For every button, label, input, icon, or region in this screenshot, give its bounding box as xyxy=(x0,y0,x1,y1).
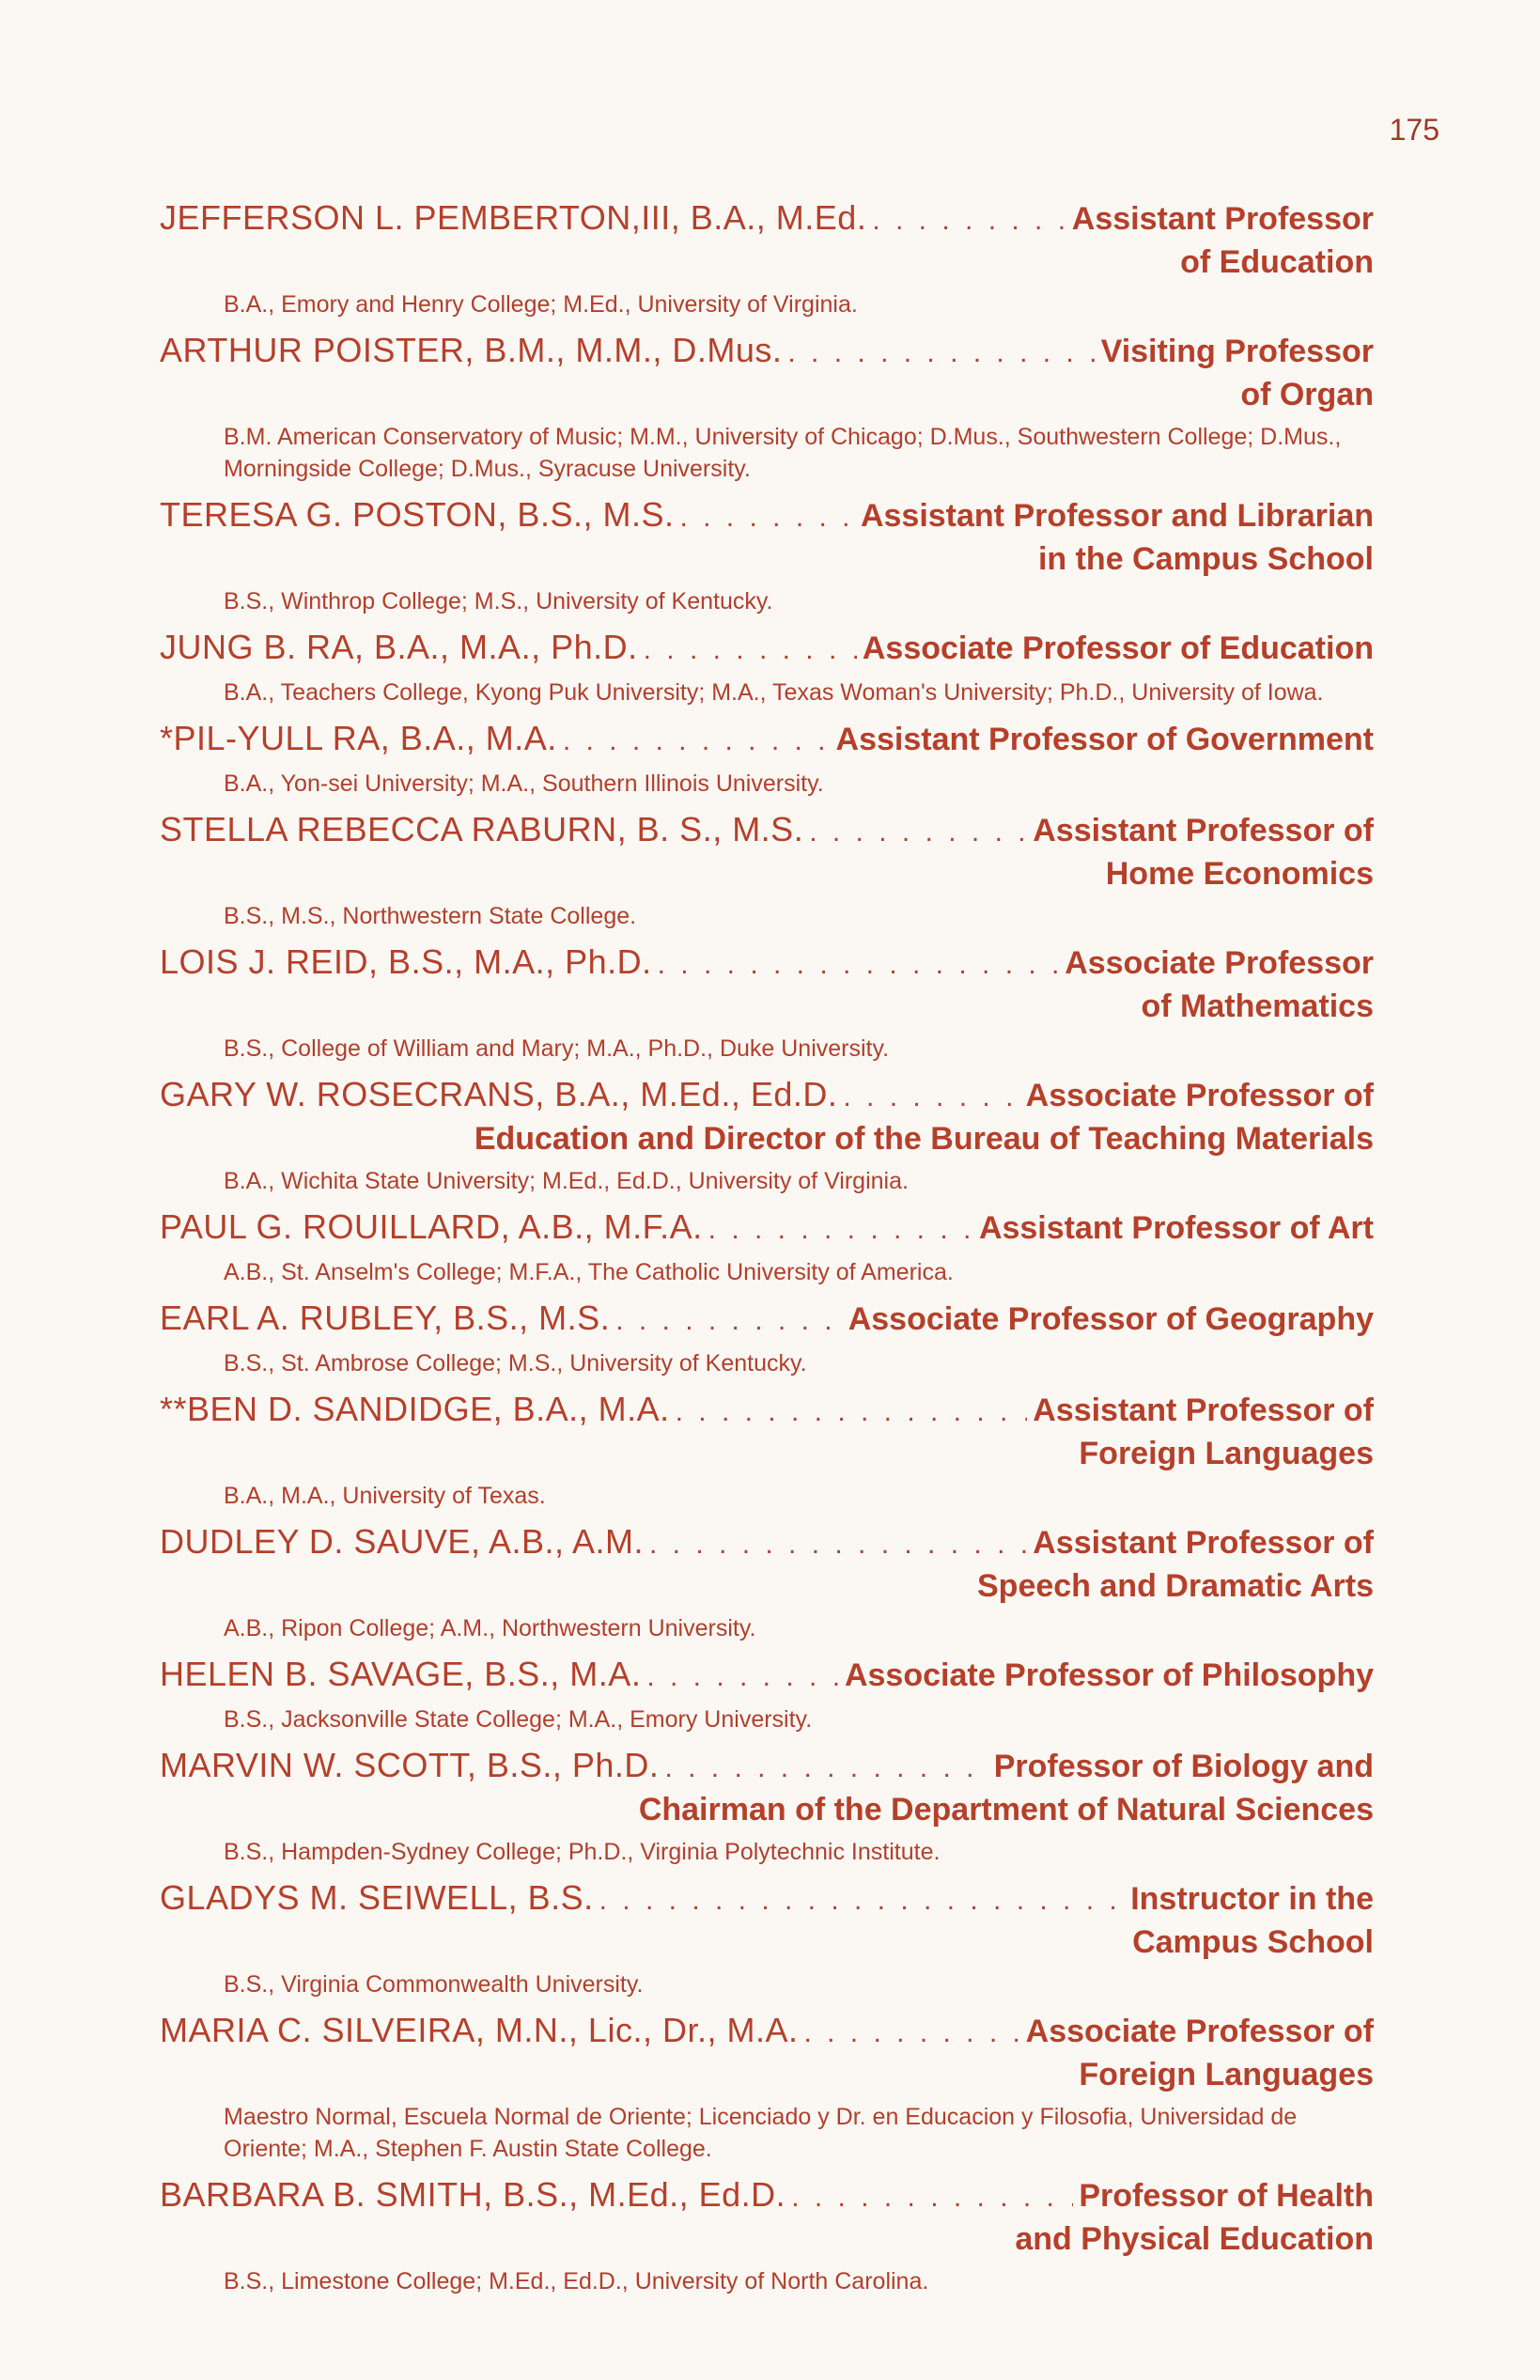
faculty-entry xyxy=(160,1877,1374,2000)
entry-heading xyxy=(160,197,1374,241)
dot-leader xyxy=(843,1077,1019,1118)
faculty-entry xyxy=(160,1654,1374,1735)
dot-leader xyxy=(787,333,1095,374)
faculty-title: Assistant Professor of xyxy=(1033,1525,1374,1561)
faculty-entry xyxy=(160,197,1374,320)
faculty-title: Assistant Professor of Art xyxy=(978,1210,1374,1246)
dot-leader xyxy=(615,1300,843,1342)
faculty-entry xyxy=(160,330,1374,485)
faculty-degrees: B.A., Teachers College, Kyong Puk University; M.A., Texas Woman's University; Ph.D., University of Iowa. xyxy=(224,679,1324,706)
faculty-title: Professor of Biology and xyxy=(993,1749,1374,1784)
faculty-degrees: B.S., Winthrop College; M.S., University of Kentucky. xyxy=(224,588,773,614)
entry-heading xyxy=(160,809,1374,853)
dot-leader xyxy=(658,944,1060,986)
faculty-title: Associate Professor of Education xyxy=(862,630,1374,666)
faculty-title-continued: Foreign Languages xyxy=(1079,1436,1374,1471)
faculty-title-continued: of Organ xyxy=(1240,377,1374,412)
entry-heading xyxy=(160,1877,1374,1921)
faculty-entry xyxy=(160,1298,1374,1379)
faculty-degrees: B.S., Virginia Commonwealth University. xyxy=(224,1971,644,1998)
faculty-name: GARY W. ROSECRANS, B.A., M.Ed., Ed.D. xyxy=(160,1075,838,1113)
faculty-name: **BEN D. SANDIDGE, B.A., M.A. xyxy=(160,1390,670,1428)
faculty-name: GLADYS M. SEIWELL, B.S. xyxy=(160,1878,594,1917)
faculty-degrees: A.B., St. Anselm's College; M.F.A., The Catholic University of America. xyxy=(224,1259,954,1285)
faculty-degrees: B.S., St. Ambrose College; M.S., University of Kentucky. xyxy=(224,1350,807,1377)
entry-heading xyxy=(160,1654,1374,1698)
faculty-name: PAUL G. ROUILLARD, A.B., M.F.A. xyxy=(160,1207,703,1246)
faculty-degrees: B.A., Wichita State University; M.Ed., Ed.D., University of Virginia. xyxy=(224,1168,909,1194)
entry-heading xyxy=(160,718,1374,762)
faculty-title: Assistant Professor and Librarian xyxy=(860,498,1374,534)
faculty-title: Instructor in the xyxy=(1130,1881,1374,1917)
faculty-title-continued: Home Economics xyxy=(1105,856,1374,892)
faculty-degrees: B.A., Emory and Henry College; M.Ed., University of Virginia. xyxy=(224,291,858,318)
faculty-title: Associate Professor of xyxy=(1025,1078,1374,1113)
faculty-degrees: B.M. American Conservatory of Music; M.M., University of Chicago; D.Mus., Southwestern College; D.Mus., Morningside College; D.Mus., Syracuse University. xyxy=(224,424,1342,482)
faculty-entry xyxy=(160,2010,1374,2165)
faculty-title: Assistant Professor xyxy=(1071,201,1374,237)
faculty-name: JUNG B. RA, B.A., M.A., Ph.D. xyxy=(160,628,638,666)
faculty-title-continued: of Mathematics xyxy=(1141,988,1374,1024)
entry-heading xyxy=(160,1206,1374,1251)
faculty-title: Associate Professor of xyxy=(1025,2014,1374,2049)
faculty-title-continued: Campus School xyxy=(1132,1924,1374,1960)
faculty-title: Professor of Health xyxy=(1079,2178,1374,2214)
entry-heading xyxy=(160,330,1374,374)
faculty-title: Visiting Professor xyxy=(1100,334,1374,369)
dot-leader xyxy=(649,1524,1027,1565)
faculty-name: STELLA REBECCA RABURN, B. S., M.S. xyxy=(160,810,804,848)
faculty-entry xyxy=(160,1745,1374,1868)
dot-leader xyxy=(646,1657,839,1698)
dot-leader xyxy=(803,2013,1019,2054)
faculty-title: Associate Professor xyxy=(1065,945,1374,981)
faculty-entry xyxy=(160,1206,1374,1288)
faculty-name: *PIL-YULL RA, B.A., M.A. xyxy=(160,719,557,757)
dot-leader xyxy=(872,200,1066,241)
faculty-title-continued: in the Campus School xyxy=(1037,541,1374,577)
faculty-entry xyxy=(160,1521,1374,1644)
faculty-name: HELEN B. SAVAGE, B.S., M.A. xyxy=(160,1655,642,1693)
faculty-degrees: B.S., Hampden-Sydney College; Ph.D., Virginia Polytechnic Institute. xyxy=(224,1839,941,1865)
faculty-title: Assistant Professor of xyxy=(1033,813,1374,848)
entry-heading xyxy=(160,2010,1374,2054)
faculty-name: JEFFERSON L. PEMBERTON,III, B.A., M.Ed. xyxy=(160,198,867,237)
dot-leader xyxy=(809,812,1027,853)
faculty-list xyxy=(160,197,1374,2307)
dot-leader xyxy=(599,1880,1126,1921)
faculty-entry xyxy=(160,1389,1374,1512)
faculty-title: Assistant Professor of xyxy=(1033,1392,1374,1428)
dot-leader xyxy=(676,1392,1028,1433)
faculty-entry xyxy=(160,627,1374,708)
entry-heading xyxy=(160,1389,1374,1433)
faculty-entry xyxy=(160,809,1374,932)
faculty-degrees: B.A., Yon-sei University; M.A., Southern Illinois University. xyxy=(224,770,824,797)
faculty-degrees: B.A., M.A., University of Texas. xyxy=(224,1483,546,1509)
faculty-entry xyxy=(160,1074,1374,1197)
page-number: 175 xyxy=(1389,113,1439,147)
faculty-name: BARBARA B. SMITH, B.S., M.Ed., Ed.D. xyxy=(160,2175,786,2214)
faculty-degrees: B.S., College of William and Mary; M.A., Ph.D., Duke University. xyxy=(224,1035,890,1062)
faculty-name: MARIA C. SILVEIRA, M.N., Lic., Dr., M.A. xyxy=(160,2011,799,2049)
entry-heading xyxy=(160,494,1374,538)
faculty-entry xyxy=(160,2174,1374,2297)
entry-heading xyxy=(160,1298,1374,1342)
entry-heading xyxy=(160,1074,1374,1118)
faculty-title-continued: of Education xyxy=(1180,244,1374,280)
faculty-degrees: B.S., Jacksonville State College; M.A., Emory University. xyxy=(224,1706,813,1733)
faculty-entry xyxy=(160,718,1374,800)
dot-leader xyxy=(664,1748,988,1789)
faculty-degrees: A.B., Ripon College; A.M., Northwestern University. xyxy=(224,1615,756,1641)
faculty-title-continued: Chairman of the Department of Natural Sciences xyxy=(638,1792,1374,1828)
dot-leader xyxy=(644,630,857,671)
entry-heading xyxy=(160,2174,1374,2218)
faculty-degrees: Maestro Normal, Escuela Normal de Oriente; Licenciado y Dr. en Educacion y Filosofia, Universidad de Oriente; M.A., Stephen F. Austin State College. xyxy=(224,2104,1298,2162)
faculty-entry xyxy=(160,941,1374,1065)
faculty-entry xyxy=(160,494,1374,617)
faculty-title: Associate Professor of Philosophy xyxy=(844,1657,1374,1693)
faculty-title: Associate Professor of Geography xyxy=(848,1301,1374,1337)
faculty-title-continued: Education and Director of the Bureau of Teaching Materials xyxy=(474,1121,1374,1157)
dot-leader xyxy=(563,721,831,762)
entry-heading xyxy=(160,627,1374,671)
faculty-title-continued: Foreign Languages xyxy=(1079,2057,1374,2092)
faculty-name: EARL A. RUBLEY, B.S., M.S. xyxy=(160,1299,611,1337)
faculty-name: LOIS J. REID, B.S., M.A., Ph.D. xyxy=(160,942,652,981)
entry-heading xyxy=(160,941,1374,986)
faculty-name: DUDLEY D. SAUVE, A.B., A.M. xyxy=(160,1522,645,1561)
faculty-name: MARVIN W. SCOTT, B.S., Ph.D. xyxy=(160,1746,660,1784)
entry-heading xyxy=(160,1521,1374,1565)
dot-leader xyxy=(679,497,854,538)
faculty-title-continued: and Physical Education xyxy=(1015,2221,1374,2257)
faculty-title-continued: Speech and Dramatic Arts xyxy=(977,1568,1374,1604)
faculty-name: TERESA G. POSTON, B.S., M.S. xyxy=(160,495,675,534)
faculty-degrees: B.S., Limestone College; M.Ed., Ed.D., University of North Carolina. xyxy=(224,2268,929,2294)
faculty-degrees: B.S., M.S., Northwestern State College. xyxy=(224,903,637,929)
dot-leader xyxy=(708,1209,973,1251)
dot-leader xyxy=(791,2177,1073,2218)
entry-heading xyxy=(160,1745,1374,1789)
faculty-name: ARTHUR POISTER, B.M., M.M., D.Mus. xyxy=(160,331,783,369)
faculty-title: Assistant Professor of Government xyxy=(835,722,1374,757)
